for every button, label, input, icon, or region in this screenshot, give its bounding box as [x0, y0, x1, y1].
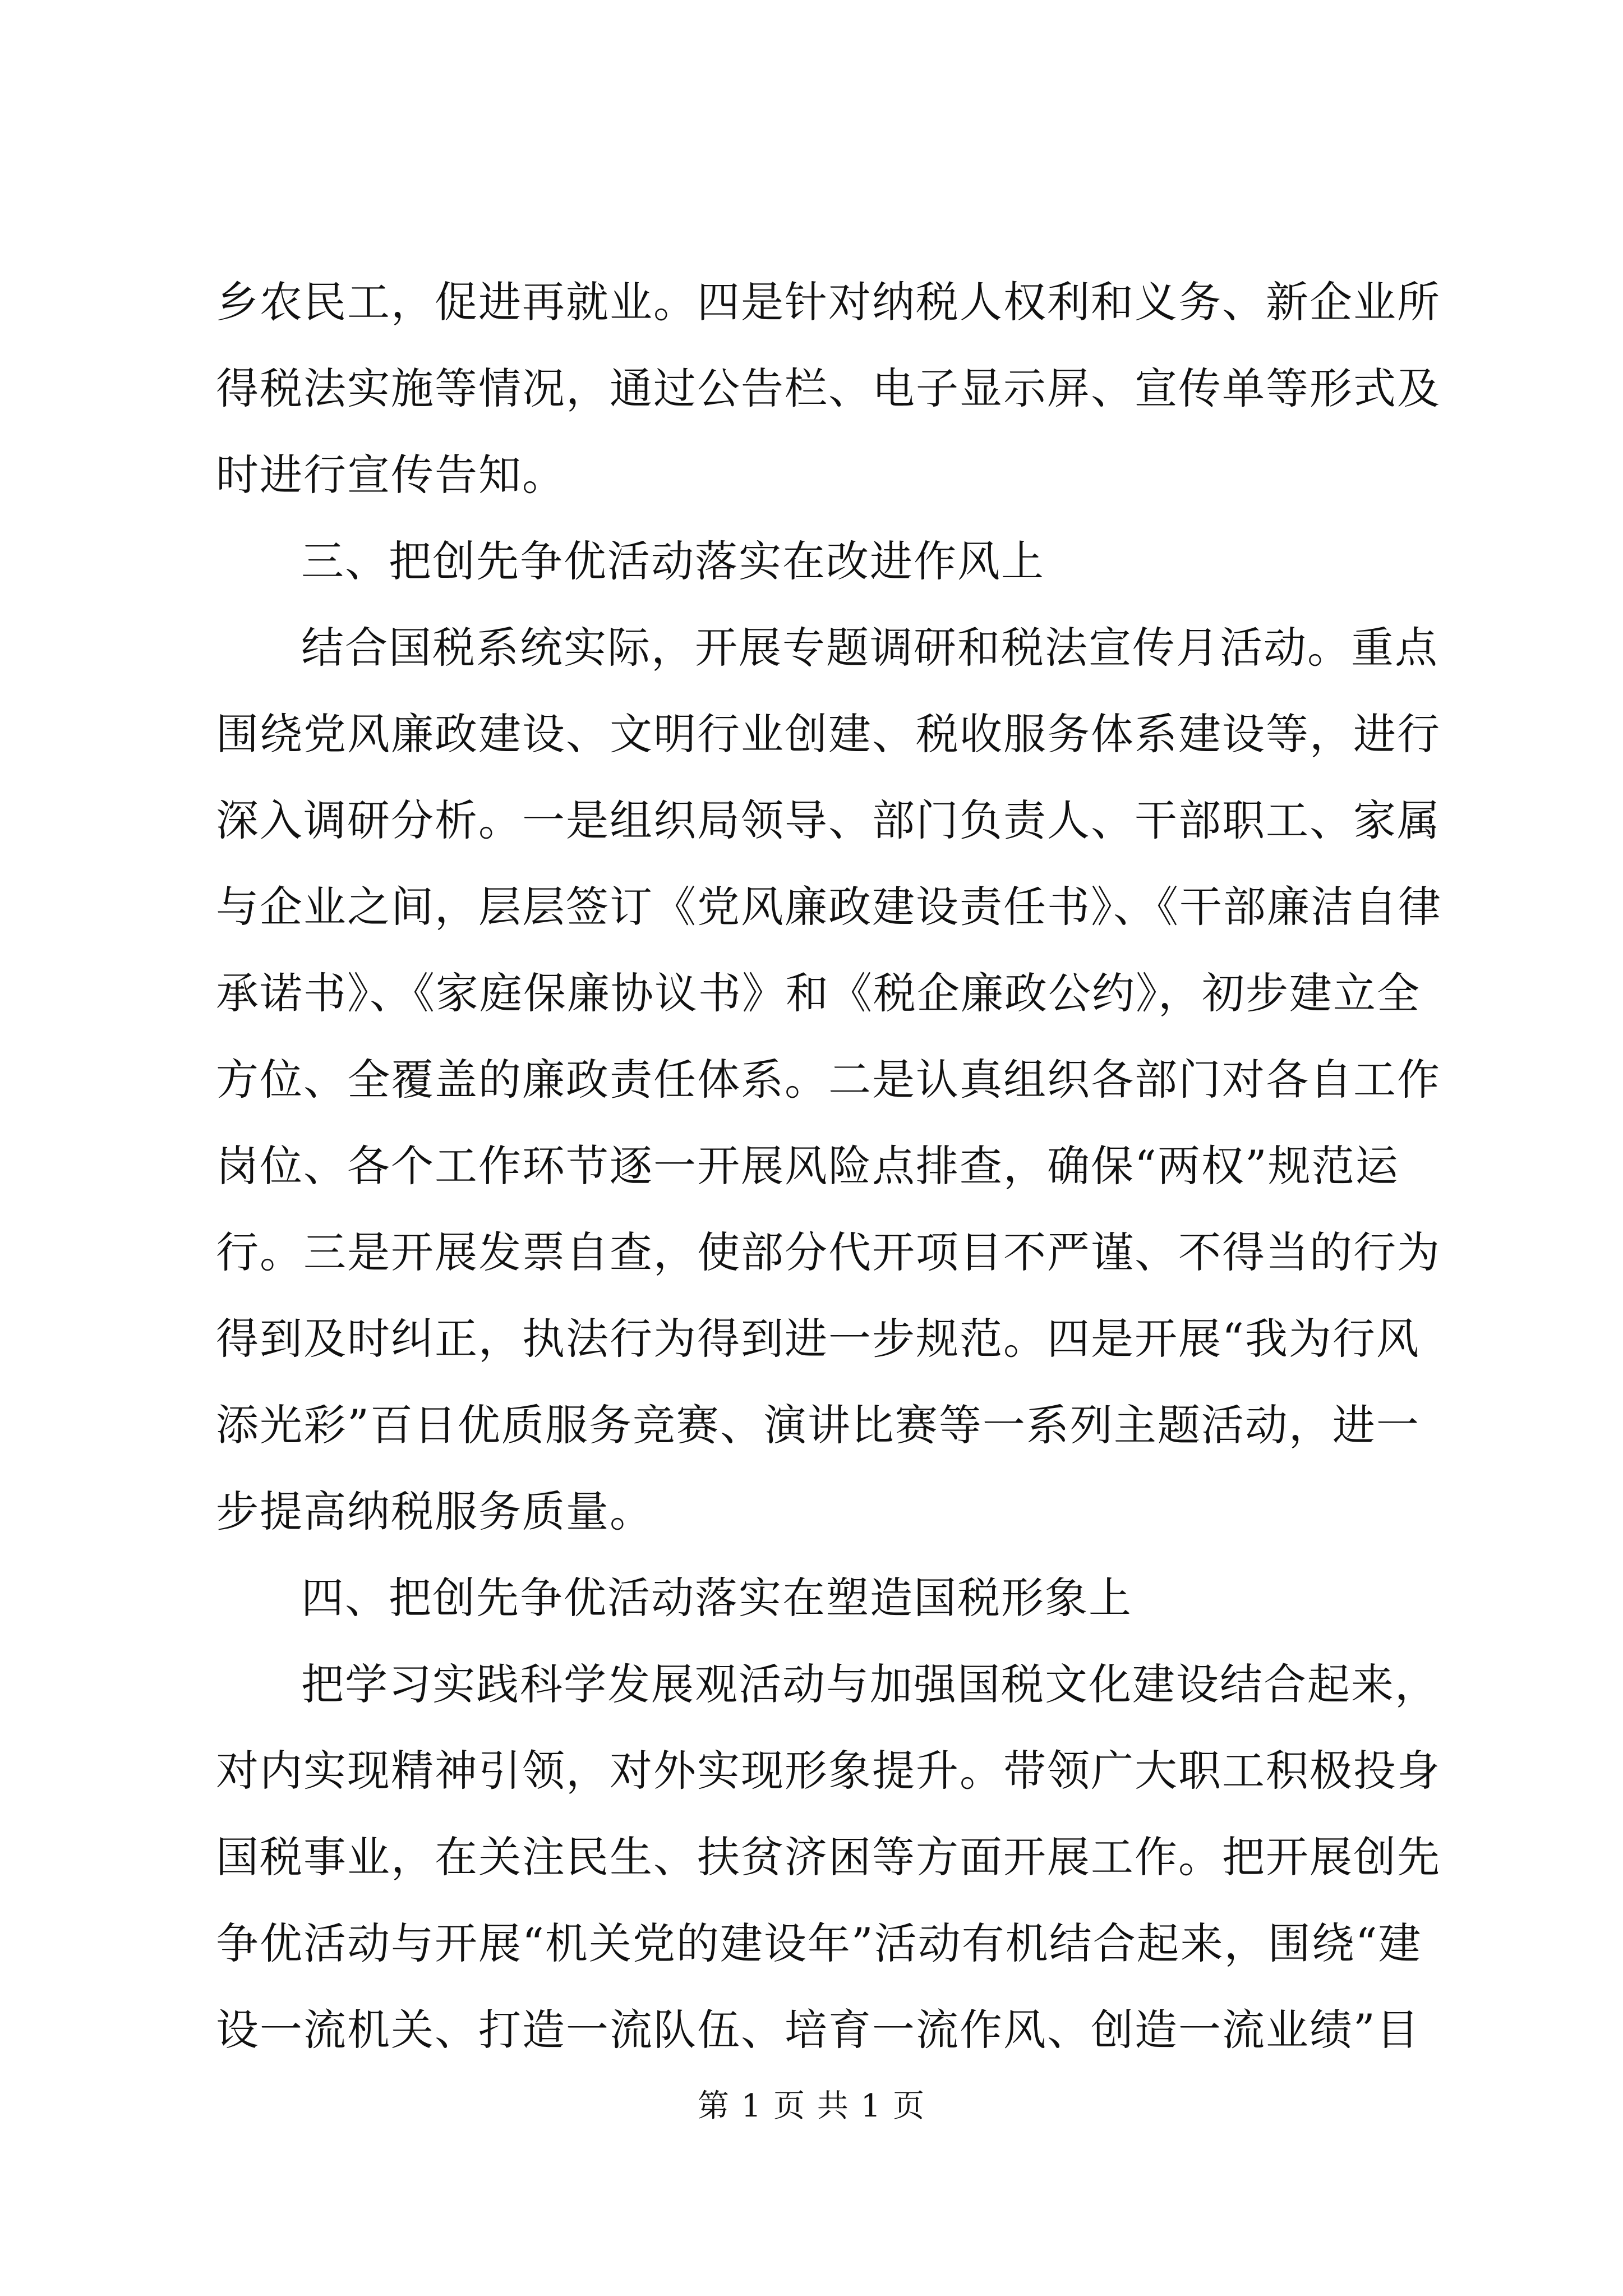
- text-line: 围绕党风廉政建设、文明行业创建、税收服务体系建设等，进行: [216, 709, 1441, 759]
- section-heading: 三、把创先争优活动落实在改进作风上: [301, 536, 1045, 586]
- text-line: 把学习实践科学发展观活动与加强国税文化建设结合起来，: [301, 1659, 1438, 1709]
- document-body: [216, 259, 1442, 2073]
- text-line: 与企业之间，层层签订《党风廉政建设责任书》、《干部廉洁自律: [216, 882, 1442, 932]
- text-line: 承诺书》、《家庭保廉协议书》和《税企廉政公约》，初步建立全: [216, 968, 1421, 1018]
- text-line: 岗位、各个工作环节逐一开展风险点排查，确保“两权”规范运: [216, 1141, 1399, 1191]
- text-line: 设一流机关、打造一流队伍、培育一流作风、创造一流业绩”目: [216, 2005, 1420, 2055]
- page-footer: [0, 2084, 1623, 2129]
- text-line: 方位、全覆盖的廉政责任体系。二是认真组织各部门对各自工作: [216, 1055, 1441, 1105]
- text-line: 国税事业，在关注民生、扶贫济困等方面开展工作。把开展创先: [216, 1832, 1441, 1882]
- text-line: 得到及时纠正，执法行为得到进一步规范。四是开展“我为行风: [216, 1314, 1420, 1364]
- text-line: 时进行宣传告知。: [216, 450, 566, 500]
- text-line: 步提高纳税服务质量。: [216, 1487, 653, 1536]
- text-line: 添光彩”百日优质服务竞赛、演讲比赛等一系列主题活动，进一: [216, 1400, 1420, 1450]
- text-line: 行。三是开展发票自查，使部分代开项目不严谨、不得当的行为: [216, 1227, 1441, 1277]
- text-line: 争优活动与开展“机关党的建设年”活动有机结合起来，围绕“建: [216, 1918, 1422, 1968]
- text-line: 乡农民工，促进再就业。四是针对纳税人权利和义务、新企业所: [216, 277, 1441, 327]
- text-line: 深入调研分析。一是组织局领导、部门负责人、干部职工、家属: [216, 795, 1441, 845]
- page-number-label: 第 1 页 共 1 页: [697, 2088, 926, 2124]
- section-heading: 四、把创先争优活动落实在塑造国税形象上: [301, 1573, 1132, 1623]
- text-line: 得税法实施等情况，通过公告栏、电子显示屏、宣传单等形式及: [216, 364, 1441, 413]
- text-line: 结合国税系统实际，开展专题调研和税法宣传月活动。重点: [301, 623, 1438, 673]
- text-line: 对内实现精神引领，对外实现形象提升。带领广大职工积极投身: [216, 1746, 1441, 1796]
